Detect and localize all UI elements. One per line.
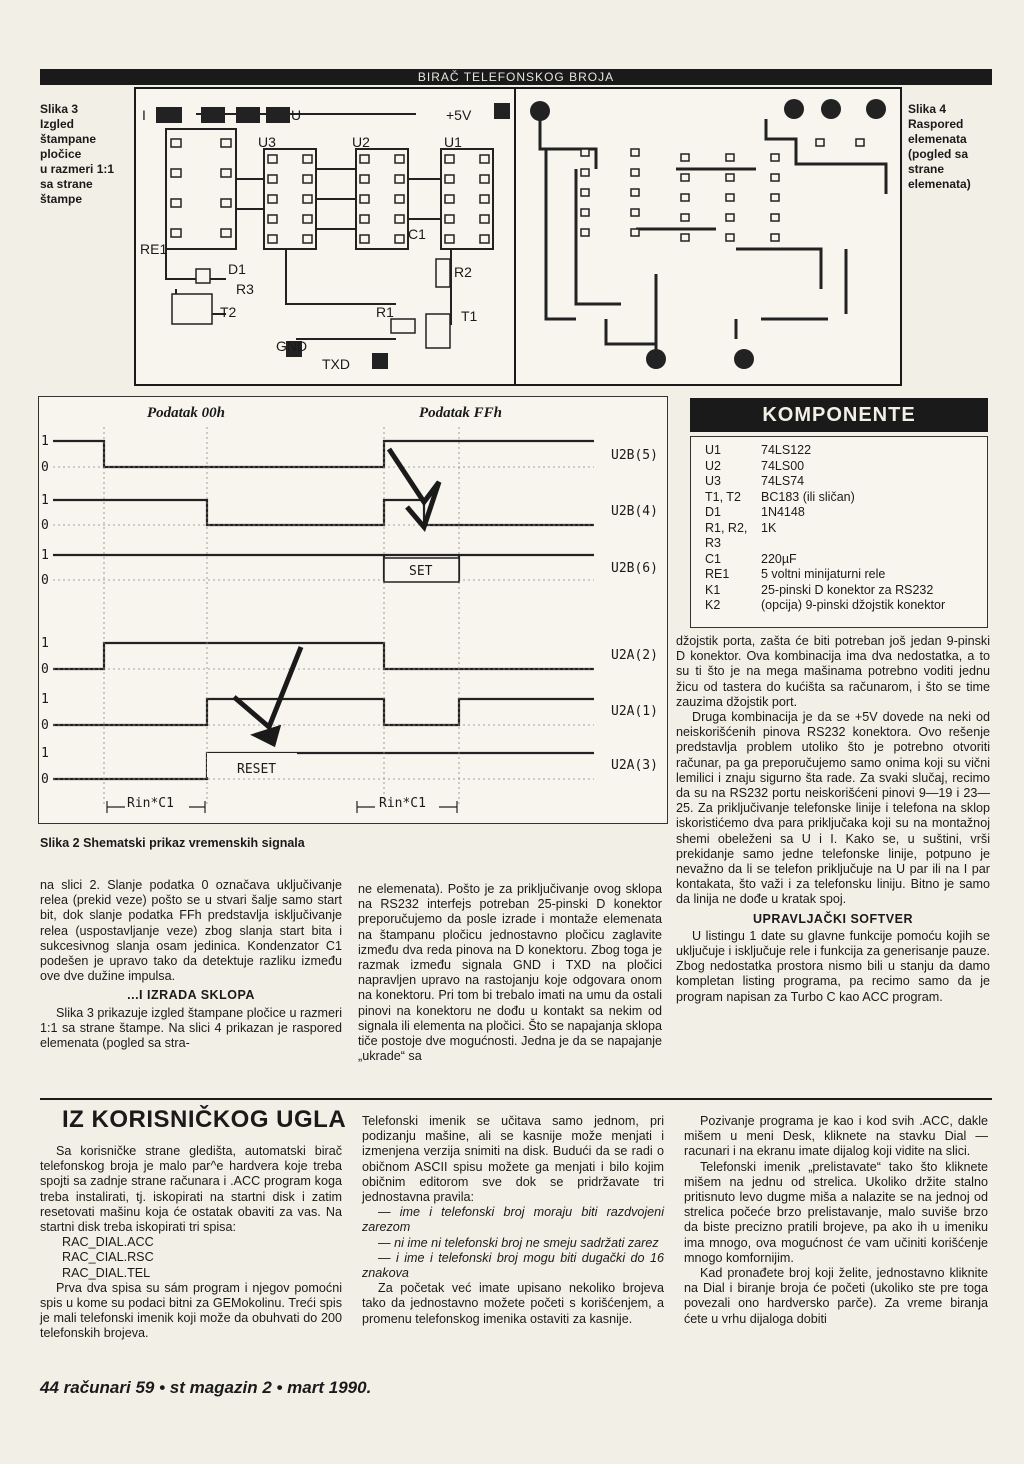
bottom-column-1 [40, 1144, 342, 1342]
comp-value: 1N4148 [761, 505, 805, 519]
comp-key: U1 [705, 443, 721, 457]
bottom-c2-paragraph-1: Telefonski imenik se učitava samo jednom, pri podizanju mašine, ali se kasnije može menjati i izmenjena verzija snimiti na disk. Budući da se radi o običnom ASCII spisu možete ga menjati i bilo kojim običnim editorom sve dok se pridržavate tri jednostavna pravila: [362, 1114, 664, 1205]
fig2-level-low: 0 [41, 718, 49, 733]
fig2-signal-label: U2A(2) [611, 648, 658, 663]
components-row [691, 490, 987, 506]
fig2-signal-label: U2B(6) [611, 561, 658, 576]
fig2-rin-left: Rin*C1 [127, 796, 174, 811]
file-item: RAC_DIAL.ACC [62, 1235, 154, 1250]
comp-value: 1K [761, 520, 777, 535]
bottom-column-3 [684, 1114, 988, 1327]
comp-key: K1 [705, 582, 721, 597]
comp-value: 25-pinski D konektor za RS232 [761, 582, 934, 597]
comp-key: C1 [705, 551, 721, 566]
fig2-level-high: 1 [41, 692, 49, 707]
header-title: BIRAČ TELEFONSKOG BROJA [417, 70, 615, 84]
middle-column-text [358, 882, 662, 1064]
components-row [691, 552, 987, 568]
fig2-signal-label: U2B(4) [611, 504, 658, 519]
comp-key: U3 [705, 474, 721, 488]
right-column-text [676, 634, 990, 1005]
pcb-label-u1: U1 [444, 134, 462, 150]
comp-value: (opcija) 9-pinski džojstik konektor [761, 598, 946, 612]
fig3-caption-line: u razmeri 1:1 [40, 162, 115, 176]
fig2-level-high: 1 [41, 493, 49, 508]
components-row [691, 459, 987, 475]
right-paragraph-1: džojstik porta, zašta će biti potreban još jedan 9-pinski D konektor. Ova kombinacija ima dva nedostatka, a to su ti što je na mega mašinama potrebno voditi jednu žicu od tastera do kućišta sa računarom, i što se time zauzima džojstik port. [676, 634, 990, 709]
components-row [691, 474, 987, 490]
file-item: RAC_DIAL.TEL [62, 1265, 151, 1280]
bottom-c3-paragraph-2: Telefonski imenik „prelistavate“ tako što kliknete mišem na jednu od strelica. Ukoliko držite stalno pritisnuto levo dugme miša a nalazite se na jednoj od strelica počeće brzo prelistavanje, malo suviše brzo da biste precizno pratili brojeve, pa ako ih u imeniku ima mnogo, ova mogućnost će vam učiniti korišćenje mnogo komfornijim. [684, 1159, 988, 1265]
fig4-caption-line: strane [908, 162, 945, 176]
header-bar [40, 69, 992, 85]
components-row [691, 505, 987, 521]
page-footer: 44 računari 59 • st magazin 2 • mart 1990. [40, 1378, 372, 1397]
software-heading: UPRAVLJAČKI SOFTVER [753, 911, 913, 926]
rule-item: — ime i telefonski broj moraju biti razdvojeni zarezom [362, 1205, 664, 1235]
comp-key: D1 [705, 505, 721, 519]
fig2-level-high: 1 [41, 548, 49, 563]
fig4-caption-line: elemenata [908, 132, 967, 146]
comp-key: T1, T2 [705, 489, 741, 504]
pcb-label-plus5v: +5V [446, 107, 472, 123]
fig3-caption [40, 102, 140, 207]
file-list [40, 1235, 342, 1281]
fig2-timing-diagram [38, 396, 668, 824]
components-row [691, 443, 987, 459]
fig3-caption-line: Slika 3 [40, 102, 79, 116]
fig4-layout-board [514, 87, 902, 386]
pcb-label-c1: C1 [408, 226, 426, 242]
section-divider [40, 1098, 992, 1100]
fig2-level-high: 1 [41, 636, 49, 651]
right-paragraph-3: U listingu 1 date su glavne funkcije pomoću kojih se uključuje i isključuje rele i funkcija za generisanje pauze. Zbog nedostatka prostora nismo bili u stanju da damo kompletan listing programa, pa recimo samo da je program napisan za Turbo C kao ACC program. [676, 928, 990, 1004]
fig2-level-low: 0 [41, 518, 49, 533]
components-row [691, 521, 987, 552]
fig2-signal-label: U2A(1) [611, 704, 658, 719]
fig2-level-low: 0 [41, 772, 49, 787]
bottom-c3-paragraph-3: Kad pronađete broj koji želite, jednostavno kliknite na Dial i biranje broja će početi (ukoliko ste pre toga povezali ono hardversko parče). Za vreme biranja ćete u vrhu dijaloga dobiti [684, 1266, 988, 1326]
left-paragraph-1: na slici 2. Slanje podatka 0 označava uključivanje relea (prekid veze) pošto se u stvari šalje samo start bit, dok slanje podatka FFh predstavlja isključivanje relea (uspostavljanje veze) zbog slanja start bita i sukcesivnog slanja osam jedinica. Kondenzator C1 podešen je upravo tako da detektuje razliku između ove dve dužine impulsa. [40, 878, 342, 984]
left-column-text [40, 878, 342, 1051]
fig4-caption-line: (pogled sa [908, 147, 969, 161]
fig3-pcb-board [134, 87, 516, 386]
rule-item: — i ime i telefonski broj mogu biti dugački do 16 znakova [362, 1250, 664, 1281]
fig2-level-low: 0 [41, 662, 49, 677]
left-paragraph-2: Slika 3 prikazuje izgled štampane pločice u razmeri 1:1 sa strane štampe. Na slici 4 prikazan je raspored elemenata (pogled sa stra- [40, 1005, 342, 1051]
comp-key: R1, R2, R3 [705, 520, 748, 550]
bottom-column-2 [362, 1114, 664, 1327]
pcb-label-u: U [291, 107, 302, 123]
bottom-c1-paragraph-2: Prva dva spisa su sám program i njegov pomoćni spis u kome su podaci bitni za GEMokolinu. Treći spis je mali telefonski imenik koji može da obuhvati do 200 telefonskih brojeva. [40, 1280, 342, 1341]
fig2-signal-label: U2B(5) [611, 448, 658, 463]
fig4-layout-drawing [516, 89, 900, 384]
file-item: RAC_CIAL.RSC [62, 1250, 154, 1265]
right-paragraph-2: Druga kombinacija je da se +5V dovede na neki od neiskorišćenih pinova RS232 konektora. Ovo rešenje predstavlja problem utoliko što je potrebno otvoriti računar, pa ga preporučujemo samo onima koji su vični lemilici i znaju sigurno šta rade. Za svaki slučaj, recimo da su na RS232 portu neiskorišćeni pinovi 9—19 i 23—25. Za priključivanje telefonske linije i telefona na sklop iskoristićemo dva para priključaka koji su na montažnoj shemi obeleženi sa U i I. Kako se, u suštini, vrši prekidanje samo jedne telefonske linije, potpuno je nevažno da li se telefon priključuje na U par ili na I par kontakata, što važi i za telefonsku liniju. Bitno je samo da linija ne dođe u kratak spoj. [676, 710, 990, 907]
comp-value: 220µF [761, 551, 797, 566]
comp-key: RE1 [705, 567, 730, 581]
build-heading: ...I IZRADA SKLOPA [127, 988, 255, 1003]
components-row [691, 598, 987, 614]
fig3-caption-line: štampe [40, 192, 83, 206]
comp-value: 74LS74 [761, 474, 805, 488]
fig3-pcb-drawing [136, 89, 514, 384]
rule-item: — ni ime ni telefonski broj ne smeju sadržati zarez [378, 1235, 659, 1250]
comp-value: 74LS122 [761, 443, 812, 457]
fig3-caption-line: Izgled [40, 117, 75, 131]
fig2-level-high: 1 [41, 434, 49, 449]
fig4-caption-line: elemenata) [908, 177, 971, 191]
fig2-reset-label: RESET [237, 762, 277, 777]
fig4-caption-line: Slika 4 [908, 102, 947, 116]
fig2-set-label: SET [409, 564, 433, 579]
bottom-c2-paragraph-2: Za početak već imate upisano nekoliko brojeva tako da jednostavno možete početi s korišćenjem, a promenu telefonskog imenika ostaviti za kasnije. [362, 1281, 664, 1326]
fig2-level-low: 0 [41, 460, 49, 475]
pcb-label-r1: R1 [376, 304, 394, 320]
fig2-rin-right: Rin*C1 [379, 796, 426, 811]
pcb-label-re1: RE1 [140, 241, 168, 257]
pcb-label-d1: D1 [228, 261, 246, 277]
fig3-caption-line: sa strane [40, 177, 93, 191]
components-table [690, 436, 988, 628]
bottom-c3-paragraph-1: Pozivanje programa je kao i kod svih .ACC, dakle mišem u meni Desk, kliknete na stavku Dial — racunari i na ekranu imate dijalog koji vidite na slici. [684, 1114, 988, 1159]
components-row [691, 583, 987, 599]
pcb-label-u3: U3 [258, 134, 276, 150]
comp-value: BC183 (ili sličan) [761, 489, 855, 504]
fig3-caption-line: štampane [40, 132, 97, 146]
pcb-label-txd: TXD [322, 356, 350, 372]
fig2-timing-drawing [39, 397, 667, 823]
user-corner-heading: IZ KORISNIČKOG UGLA [62, 1106, 347, 1133]
components-title: KOMPONENTE [690, 398, 988, 432]
fig2-signal-label: U2A(3) [611, 758, 658, 773]
fig4-caption [908, 102, 1008, 192]
comp-key: U2 [705, 458, 721, 473]
fig2-caption: Slika 2 Shematski prikaz vremenskih signala [40, 836, 305, 850]
pcb-label-i: I [142, 107, 146, 123]
pcb-label-gnd: GND [276, 338, 308, 354]
fig3-caption-line: pločice [40, 147, 82, 161]
pcb-label-t2: T2 [220, 304, 237, 320]
middle-paragraph-1: ne elemenata). Pošto je za priključivanje ovog sklopa na RS232 interfejs potreban 25-pinski D konektor preporučujemo da posle izrade i montaže elemenata na štampanu pločicu jednostavno pločicu zaglavite između dva reda pinova na D konektoru. Zbog toga je razmak između signala GND i TXD na pločici napravljen upravo na rastojanju koje odgovara onom na konektoru. Pri tom bi trebalo imati na umu da ostali pinovi na konektoru ne dođu u kontakt sa nekim od signala ili elementa na pločici. Što se napajanja sklopa tiče postoje dve mogućnosti. Jedna je da se napajanje „ukrade“ sa [358, 882, 662, 1064]
comp-value: 74LS00 [761, 458, 805, 473]
comp-key: K2 [705, 598, 721, 612]
bottom-c1-paragraph-1: Sa korisničke strane gledišta, automatski birač telefonskog broja je malo par^e hardvera koje treba spojti sa zadnje strane računara i .ACC program koga treba instalirati, tj. iskopirati na startni disk i zatim resetovati mašinu koja će ostatak obaviti za vas. Na startni disk treba iskopirati tri spisa: [40, 1144, 342, 1235]
components-row [691, 567, 987, 583]
fig2-title-right: Podatak FFh [419, 405, 502, 421]
pcb-label-r3: R3 [236, 281, 254, 297]
fig2-title-left: Podatak 00h [147, 405, 225, 421]
fig2-level-high: 1 [41, 746, 49, 761]
fig4-caption-line: Raspored [908, 117, 964, 131]
pcb-label-u2: U2 [352, 134, 370, 150]
pcb-label-r2: R2 [454, 264, 472, 280]
comp-value: 5 voltni minijaturni rele [761, 567, 886, 581]
pcb-label-t1: T1 [461, 308, 478, 324]
fig2-level-low: 0 [41, 573, 49, 588]
